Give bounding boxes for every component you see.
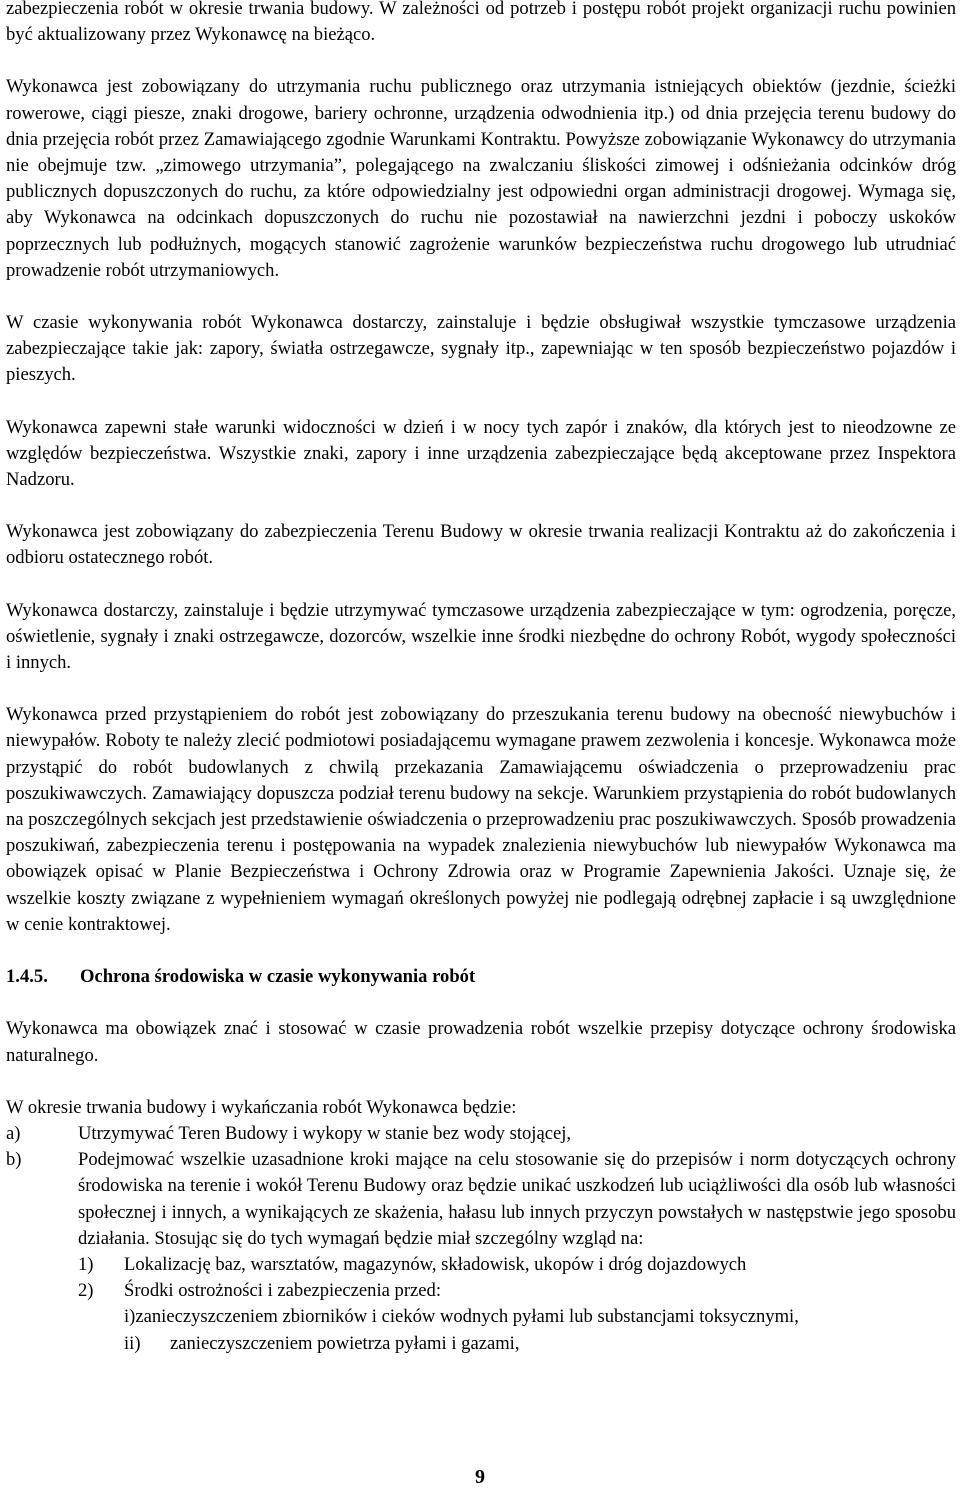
- spacer: [6, 389, 956, 415]
- list-marker: a): [6, 1122, 21, 1144]
- spacer: [6, 1069, 956, 1095]
- roman-text: zanieczyszczeniem powietrza pyłami i gazami,: [170, 1332, 520, 1354]
- roman-marker: i): [124, 1306, 136, 1328]
- spacer: [6, 493, 956, 519]
- section-heading: [6, 964, 956, 990]
- paragraph: Wykonawca przed przystąpieniem do robót jest zobowiązany do przeszukania terenu budowy na obecność niewybuchów i niewypałów. Roboty te należy zlecić podmiotowi posiadającemu wymagane prawem zezwolenia i koncesje. Wykonawca może przystąpić do robót budowlanych z chwilą przekazania Zamawiającemu oświadczenia o przeprowadzeniu prac poszukiwawczych. Zamawiający dopuszcza podział terenu budowy na sekcje. Warunkiem przystąpienia do robót budowlanych na poszczególnych sekcjach jest przedstawienie oświadczenia o przeprowadzeniu prac poszukiwawczych. Sposób prowadzenia poszukiwań, zabezpieczenia terenu i postępowania na wypadek znalezienia niewybuchów lub niewypałów Wykonawca ma obowiązek opisać w Planie Bezpieczeństwa i Ochrony Zdrowia oraz w Programie Zapewnienia Jakości. Uznaje się, że wszelkie koszty związane z wypełnieniem wymagań określonych powyżej nie podlegają odrębnej zapłacie i są uwzględnione w cenie kontraktowej.: [6, 704, 956, 935]
- spacer: [6, 572, 956, 598]
- section-title: Ochrona środowiska w czasie wykonywania robót: [80, 966, 476, 988]
- spacer: [6, 938, 956, 964]
- paragraph: zabezpieczenia robót w okresie trwania budowy. W zależności od potrzeb i postępu robót projekt organizacji ruchu powinien być aktualizowany przez Wykonawcę na bieżąco.: [6, 0, 956, 46]
- section-lead: W okresie trwania budowy i wykańczania robót Wykonawca będzie:: [6, 1096, 517, 1118]
- paragraph: Wykonawca jest zobowiązany do zabezpieczenia Terenu Budowy w okresie trwania realizacji Kontraktu aż do zakończenia i odbioru ostatecznego robót.: [6, 521, 956, 569]
- sub-list-item: [78, 1278, 956, 1304]
- sub-list-text: Lokalizację baz, warsztatów, magazynów, składowisk, ukopów i dróg dojazdowych: [124, 1253, 747, 1275]
- sub-list-item: [78, 1252, 956, 1278]
- roman-marker: ii): [124, 1332, 141, 1354]
- list-text: Podejmować wszelkie uzasadnione kroki mające na celu stosowanie się do przepisów i norm dotyczących ochrony środowiska na terenie i wokół Terenu Budowy oraz będzie unikać uszkodzeń lub uciążliwości dla osób lub własności społecznej i innych, a wynikających ze skażenia, hałasu lub innych przyczyn powstałych w następstwie jego sposobu działania. Stosując się do tych wymagań będzie miał szczególny wzgląd na:: [78, 1149, 956, 1249]
- document-page: [6, 0, 956, 1357]
- spacer: [6, 990, 956, 1016]
- list-marker: b): [6, 1149, 22, 1171]
- sub-list-marker: 1): [78, 1253, 94, 1275]
- spacer: [6, 284, 956, 310]
- paragraph: Wykonawca zapewni stałe warunki widoczności w dzień i w nocy tych zapór i znaków, dla których jest to nieodzowne ze względów bezpieczeństwa. Wszystkie znaki, zapory i inne urządzenia zabezpieczające będą akceptowane przez Inspektora Nadzoru.: [6, 416, 956, 491]
- sub-list-text: Środki ostrożności i zabezpieczenia przed:: [124, 1280, 441, 1302]
- section-number: 1.4.5.: [6, 966, 48, 988]
- paragraph: W czasie wykonywania robót Wykonawca dostarczy, zainstaluje i będzie obsługiwał wszystkie tymczasowe urządzenia zabezpieczające takie jak: zapory, światła ostrzegawcze, sygnały itp., zapewniając w ten sposób bezpieczeństwo pojazdów i pieszych.: [6, 312, 956, 386]
- paragraph: Wykonawca dostarczy, zainstaluje i będzie utrzymywać tymczasowe urządzenia zabezpieczające w tym: ogrodzenia, poręcze, oświetlenie, sygnały i znaki ostrzegawcze, dozorców, wszelkie inne środki niezbędne do ochrony Robót, wygody społeczności i innych.: [6, 599, 956, 674]
- spacer: [6, 676, 956, 702]
- page-number: 9: [475, 1466, 485, 1488]
- roman-text: zanieczyszczeniem zbiorników i cieków wodnych pyłami lub substancjami toksycznymi,: [135, 1306, 799, 1328]
- roman-list-item: [124, 1304, 956, 1330]
- sub-list-marker: 2): [78, 1280, 94, 1302]
- roman-list-item: [124, 1331, 956, 1357]
- spacer: [6, 48, 956, 74]
- list-text: Utrzymywać Teren Budowy i wykopy w stanie bez wody stojącej,: [78, 1122, 572, 1144]
- list-item: [6, 1147, 956, 1252]
- section-intro: Wykonawca ma obowiązek znać i stosować w czasie prowadzenia robót wszelkie przepisy dotyczące ochrony środowiska naturalnego.: [6, 1018, 956, 1066]
- paragraph: Wykonawca jest zobowiązany do utrzymania ruchu publicznego oraz utrzymania istniejących obiektów (jezdnie, ścieżki rowerowe, ciągi piesze, znaki drogowe, bariery ochronne, urządzenia odwodnienia itp.) od dnia przejęcia terenu budowy do dnia przejęcia robót przez Zamawiającego zgodnie Warunkami Kontraktu. Powyższe zobowiązanie Wykonawcy do utrzymania nie obejmuje tzw. „zimowego utrzymania”, polegającego na zwalczaniu śliskości zimowej i odśnieżania odcinków dróg publicznych dopuszczonych do ruchu, za które odpowiedzialny jest odpowiedni organ administracji drogowej. Wymaga się, aby Wykonawca na odcinkach dopuszczonych do ruchu nie pozostawiał na nawierzchni jezdni i poboczy uskoków poprzecznych lub podłużnych, mogących stanowić zagrożenie warunków bezpieczeństwa ruchu drogowego lub utrudniać prowadzenie robót utrzymaniowych.: [6, 76, 956, 281]
- list-item: [6, 1121, 956, 1147]
